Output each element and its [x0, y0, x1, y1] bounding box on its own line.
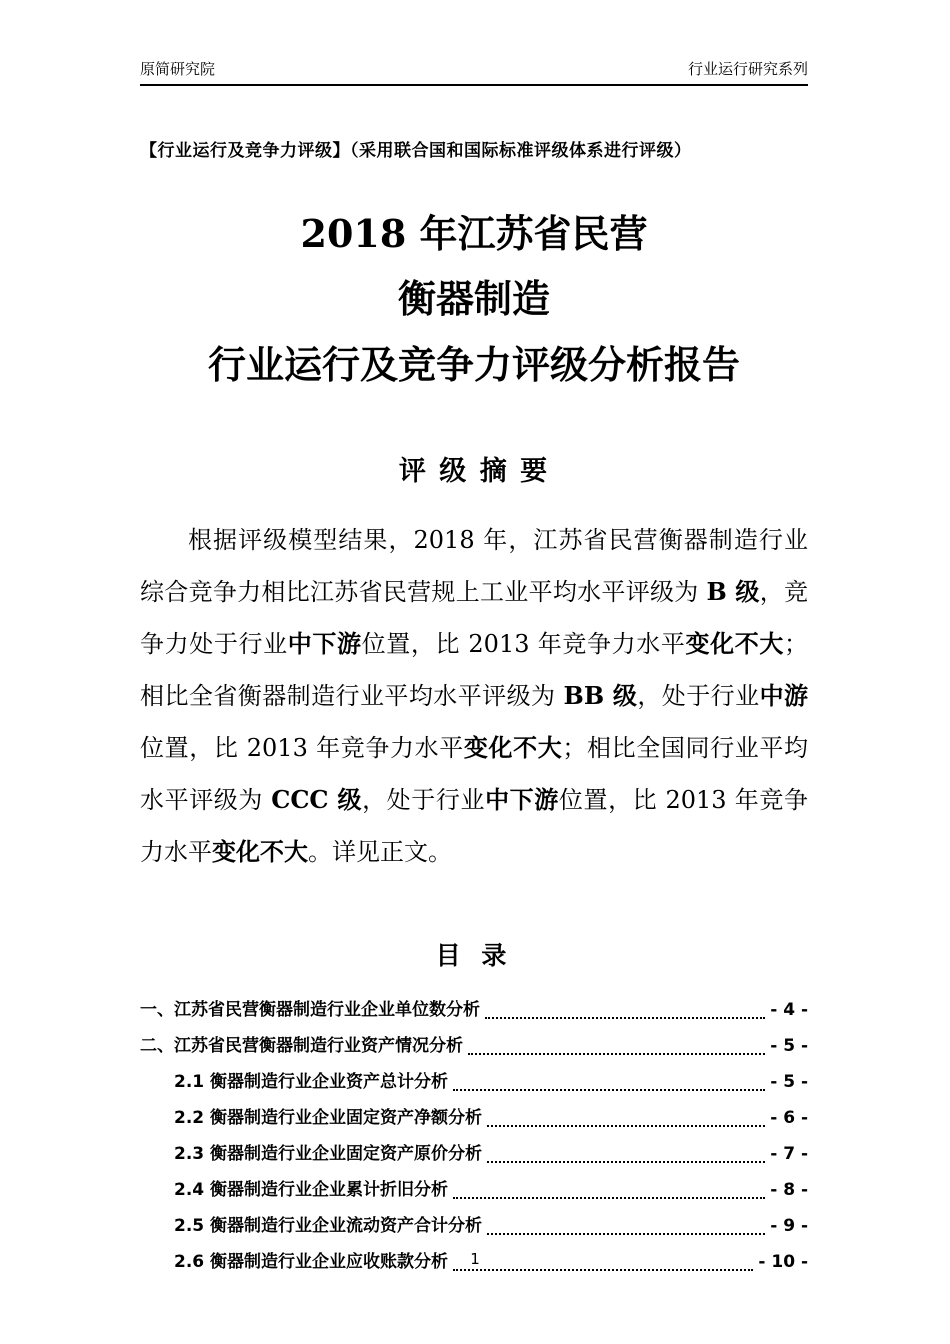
summary-text-bold: B 级 [706, 577, 760, 607]
toc-dot-leader [485, 1208, 767, 1244]
page-header [140, 0, 808, 86]
toc-item-label: 2.6 衡器制造行业企业应收账款分析 [174, 1252, 449, 1273]
toc-page-number: - 4 - [770, 1000, 808, 1021]
summary-text-bold: 中下游 [485, 785, 559, 815]
toc-item[interactable] [140, 1208, 808, 1244]
summary-text-bold: 中下游 [287, 629, 362, 659]
summary-text-bold: BB 级 [563, 681, 638, 711]
toc-item[interactable] [140, 1100, 808, 1136]
summary-text: ；相比全省衡器制造行业平均水平评级为 [140, 630, 809, 711]
summary-text: ；相比全国同行业平均水平评级为 [140, 734, 809, 815]
toc-page-number: - 10 - [758, 1252, 808, 1273]
toc-item-label: 2.4 衡器制造行业企业累计折旧分析 [174, 1180, 449, 1201]
toc-item[interactable] [140, 1172, 808, 1208]
summary-text: 位置，比 2013 年竞争力水平 [140, 786, 808, 867]
toc-item-label: 2.1 衡器制造行业企业资产总计分析 [174, 1072, 449, 1093]
toc-item-label: 2.2 衡器制造行业企业固定资产净额分析 [174, 1108, 483, 1129]
toc-dot-leader [451, 1172, 767, 1208]
report-title-line2: 衡器制造 [397, 276, 550, 322]
toc-item[interactable] [140, 1028, 808, 1064]
page-footer [0, 1250, 950, 1268]
summary-text: ，处于行业 [362, 786, 486, 815]
toc-heading: 目 录 [435, 941, 513, 971]
summary-text: ，处于行业 [637, 682, 760, 711]
summary-paragraph [140, 514, 808, 878]
toc-dot-leader [485, 1100, 767, 1136]
toc-page-number: - 8 - [770, 1180, 808, 1201]
toc-dot-leader [483, 992, 767, 1028]
report-rating-subtitle: 【行业运行及竞争力评级】（采用联合国和国际标准评级体系进行评级） [140, 141, 692, 161]
toc-page-number: - 5 - [770, 1036, 808, 1057]
toc-item[interactable] [140, 1064, 808, 1100]
toc-item-label: 二、江苏省民营衡器制造行业资产情况分析 [140, 1036, 463, 1057]
summary-text: ，竞争力处于行业 [140, 578, 809, 659]
summary-heading: 评 级 摘 要 [398, 456, 550, 488]
summary-text: 根据评级模型结果，2018 年，江苏省民营衡器制造行业综合竞争力相比江苏省民营规上工业平均水平评级为 [140, 526, 808, 607]
toc-item-label: 一、江苏省民营衡器制造行业企业单位数分析 [140, 1000, 480, 1021]
summary-text: 位置，比 2013 年竞争力水平 [361, 630, 686, 659]
summary-text-bold: CCC 级 [271, 785, 363, 815]
toc-item[interactable] [140, 992, 808, 1028]
toc-item[interactable] [140, 1136, 808, 1172]
toc-dot-leader [485, 1136, 767, 1172]
toc-page-number: - 7 - [770, 1144, 808, 1165]
header-left-text: 原简研究院 [140, 60, 216, 78]
report-title-line3: 行业运行及竞争力评级分析报告 [207, 341, 740, 387]
summary-text: 。详见正文。 [308, 838, 452, 867]
toc-dot-leader [466, 1028, 767, 1064]
report-title-line1: 2018 年江苏省民营 [300, 211, 648, 256]
toc-page-number: - 9 - [770, 1216, 808, 1237]
summary-text-bold: 中游 [759, 681, 809, 711]
report-title [140, 201, 808, 397]
toc-page-number: - 5 - [770, 1072, 808, 1093]
toc-dot-leader [451, 1064, 767, 1100]
toc-item-label: 2.3 衡器制造行业企业固定资产原价分析 [174, 1144, 483, 1165]
summary-text-bold: 变化不大 [463, 733, 563, 763]
toc-list [140, 992, 808, 1280]
summary-text-bold: 变化不大 [685, 629, 785, 659]
toc-item-label: 2.5 衡器制造行业企业流动资产合计分析 [174, 1216, 483, 1237]
summary-text-bold: 变化不大 [212, 837, 308, 867]
page-number: 1 [470, 1250, 480, 1268]
toc-page-number: - 6 - [770, 1108, 808, 1129]
summary-text: 位置，比 2013 年竞争力水平 [140, 734, 464, 763]
header-right-text: 行业运行研究系列 [687, 60, 808, 78]
